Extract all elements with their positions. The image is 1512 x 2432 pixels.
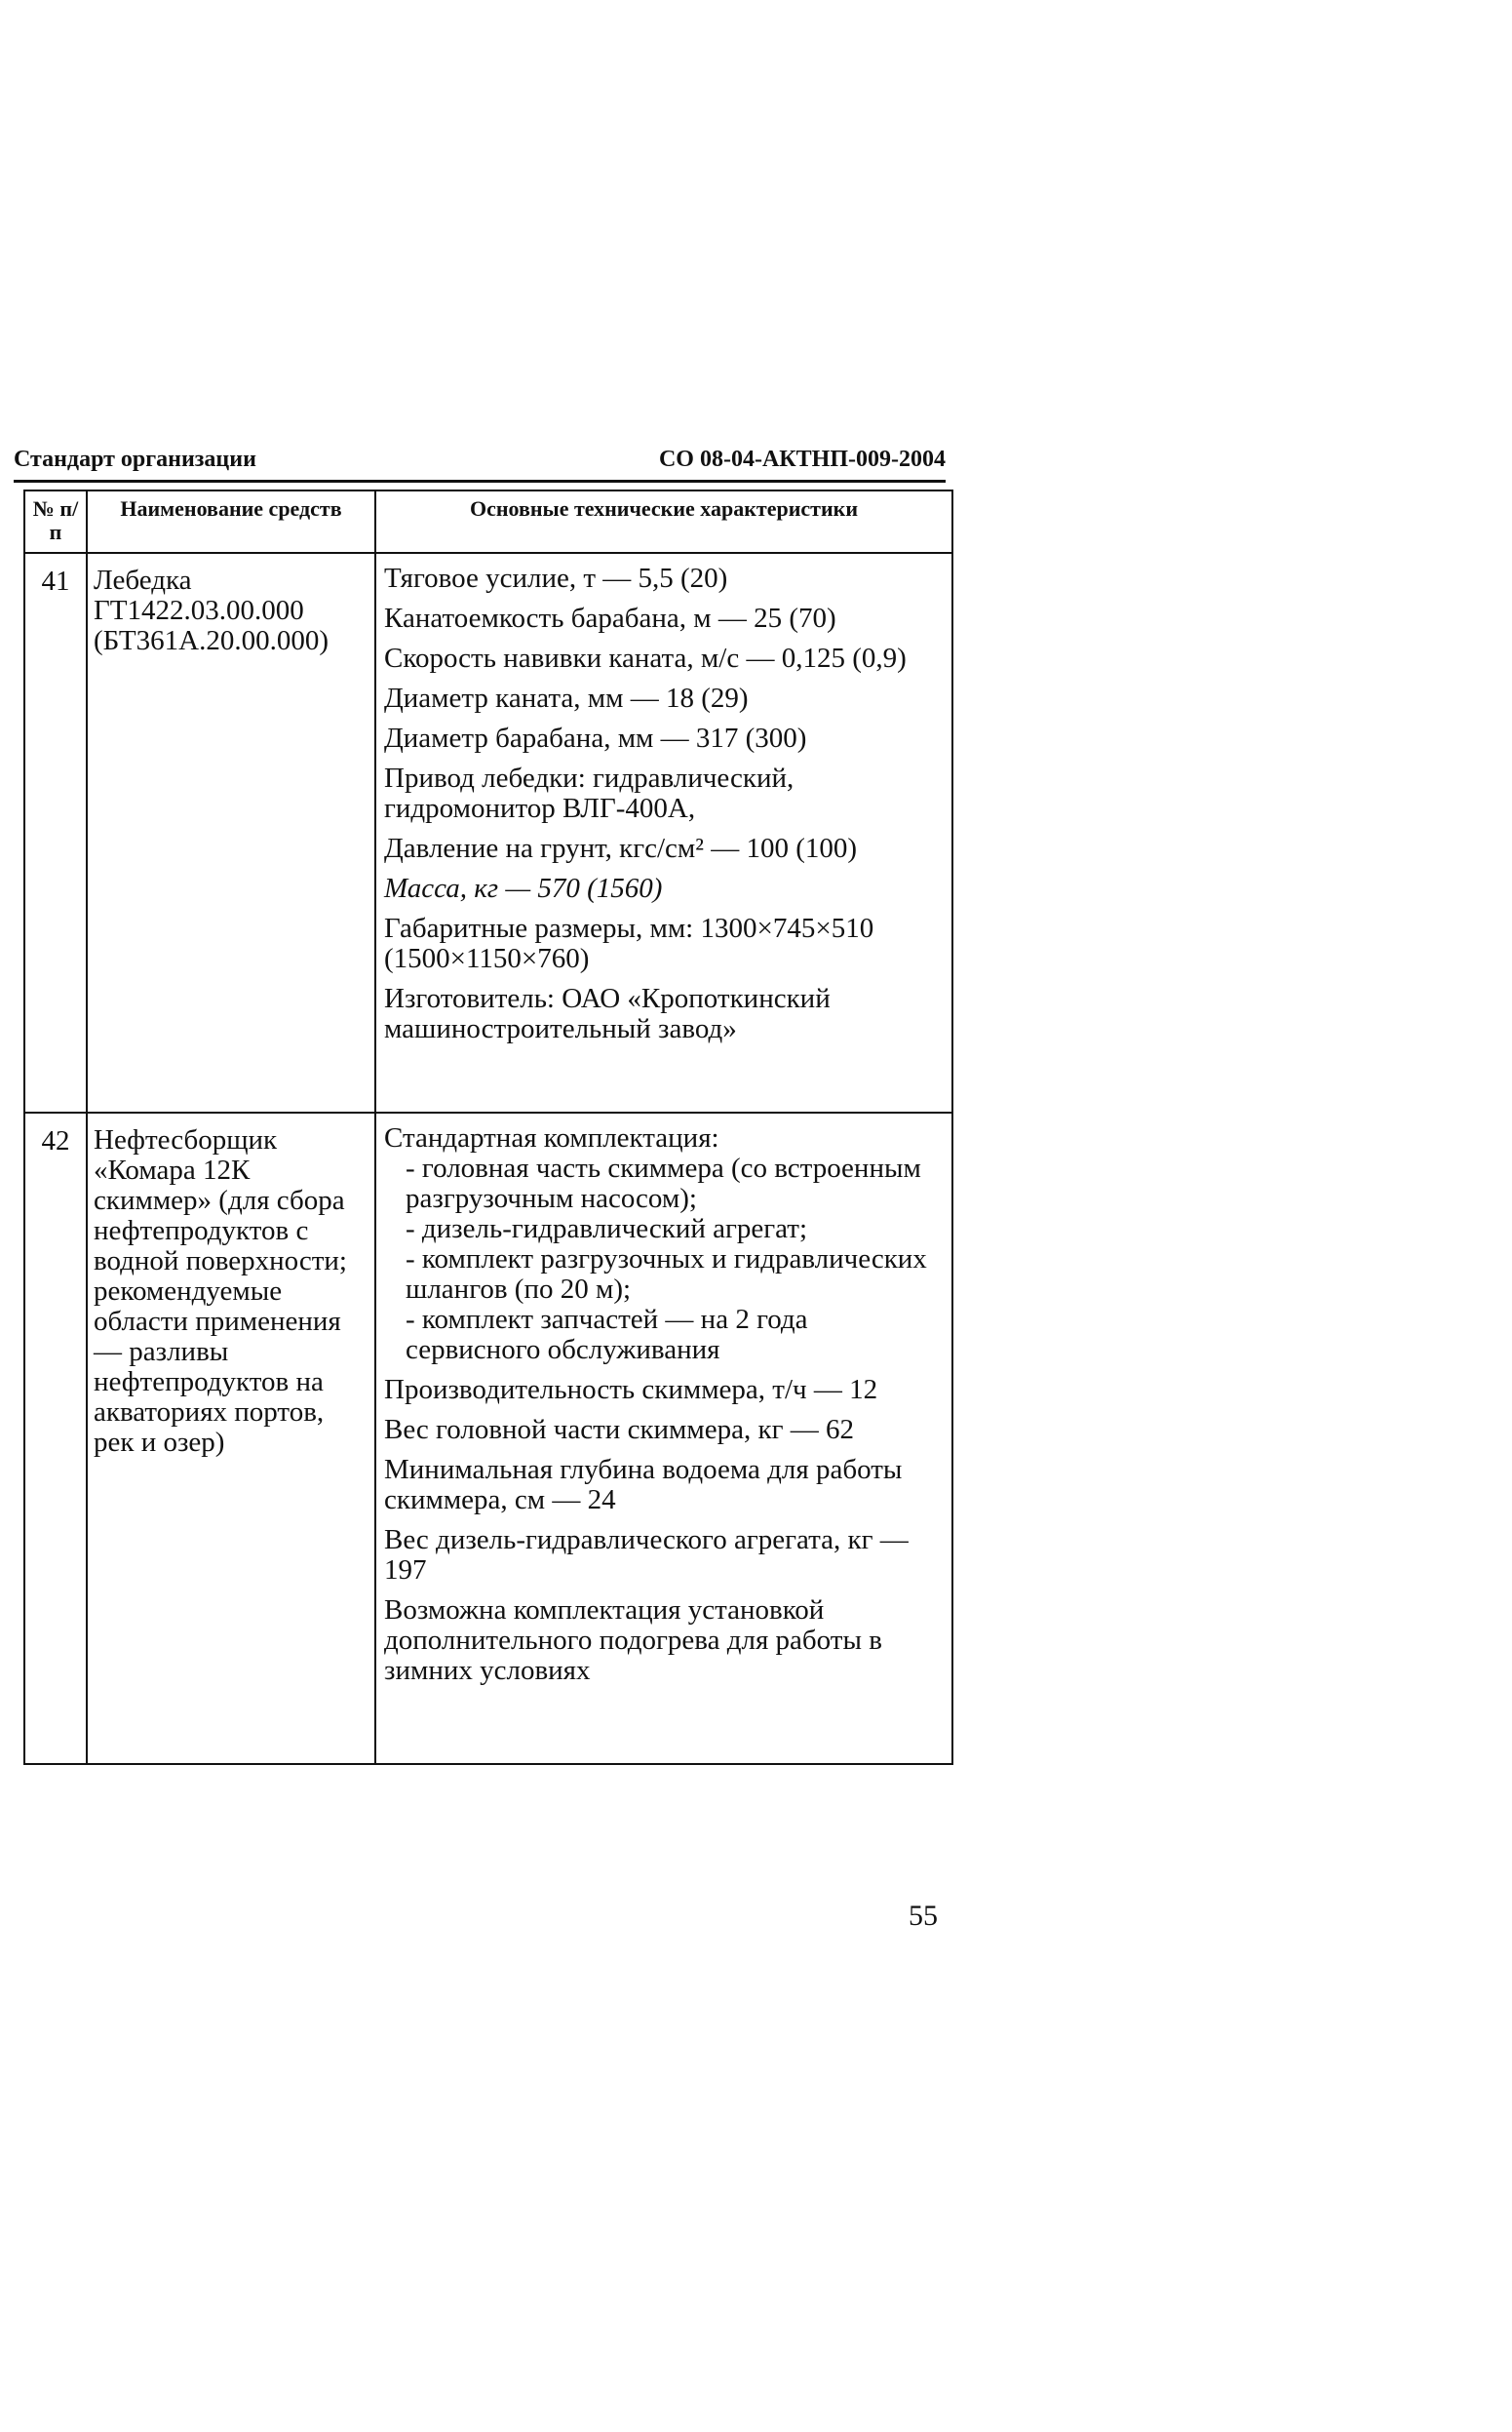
spec-subitem: - головная часть скиммера (со встроенным разгрузочным насосом); (406, 1153, 921, 1214)
table-row (24, 553, 952, 1113)
spec-intro: Стандартная комплектация: (384, 1122, 719, 1154)
spec-item: Привод лебедки: гидравлический, гидромонитор ВЛГ-400А, (384, 763, 795, 824)
document-code: СО 08-04-АКТНП-009-2004 (658, 447, 946, 472)
spec-item: Тяговое усилие, т — 5,5 (20) (384, 563, 728, 594)
spec-item: Скорость навивки каната, м/с — 0,125 (0,9) (384, 643, 907, 674)
organization-standard-label: Стандарт организации (14, 447, 256, 472)
spec-item: Масса, кг — 570 (1560) (384, 873, 663, 904)
spec-item: Диаметр каната, мм — 18 (29) (384, 683, 749, 714)
row-number: 42 (24, 1113, 87, 1764)
table-header-row (24, 490, 952, 553)
equipment-table (23, 490, 953, 1765)
spec-item: Давление на грунт, кгс/см² — 100 (100) (384, 833, 858, 864)
spec-subitem: - комплект разгрузочных и гидравлических шлангов (по 20 м); (406, 1243, 927, 1305)
spec-cell (375, 553, 952, 1113)
spec-item: Производительность скиммера, т/ч — 12 (384, 1374, 878, 1405)
page-number: 55 (909, 1900, 938, 1932)
page-header (14, 441, 946, 483)
spec-item: Минимальная глубина водоема для работы скиммера, см — 24 (384, 1454, 903, 1515)
row-number: 41 (24, 553, 87, 1113)
spec-group (384, 1123, 948, 1365)
table-row (24, 1113, 952, 1764)
spec-subitem: - комплект запчастей — на 2 года сервисного обслуживания (406, 1304, 808, 1365)
col-header-name: Наименование средств (87, 490, 375, 553)
spec-item: Канатоемкость барабана, м — 25 (70) (384, 603, 836, 634)
spec-item: Вес головной части скиммера, кг — 62 (384, 1414, 854, 1445)
spec-item: Вес дизель-гидравлического агрегата, кг — 197 (384, 1524, 909, 1586)
spec-subitem: - дизель-гидравлический агрегат; (406, 1213, 808, 1244)
spec-item: Возможна комплектация установкой дополнительного подогрева для работы в зимних условиях (384, 1594, 882, 1686)
equipment-name: Нефтесборщик «Комара 12К скиммер» (для сбора нефтепродуктов с водной поверхности; рекомендуемые области применения — разливы нефтепродуктов на акваториях портов, рек и озер) (87, 1113, 375, 1764)
col-header-specs: Основные технические характеристики (375, 490, 952, 553)
spec-item: Габаритные размеры, мм: 1300×745×510 (1500×1150×760) (384, 913, 874, 974)
spec-cell (375, 1113, 952, 1764)
equipment-name: Лебедка ГТ1422.03.00.000 (БТ361А.20.00.000) (87, 553, 375, 1113)
spec-item: Изготовитель: ОАО «Кропоткинский машиностроительный завод» (384, 983, 831, 1044)
spec-item: Диаметр барабана, мм — 317 (300) (384, 723, 807, 754)
col-header-number: № п/п (24, 490, 87, 553)
